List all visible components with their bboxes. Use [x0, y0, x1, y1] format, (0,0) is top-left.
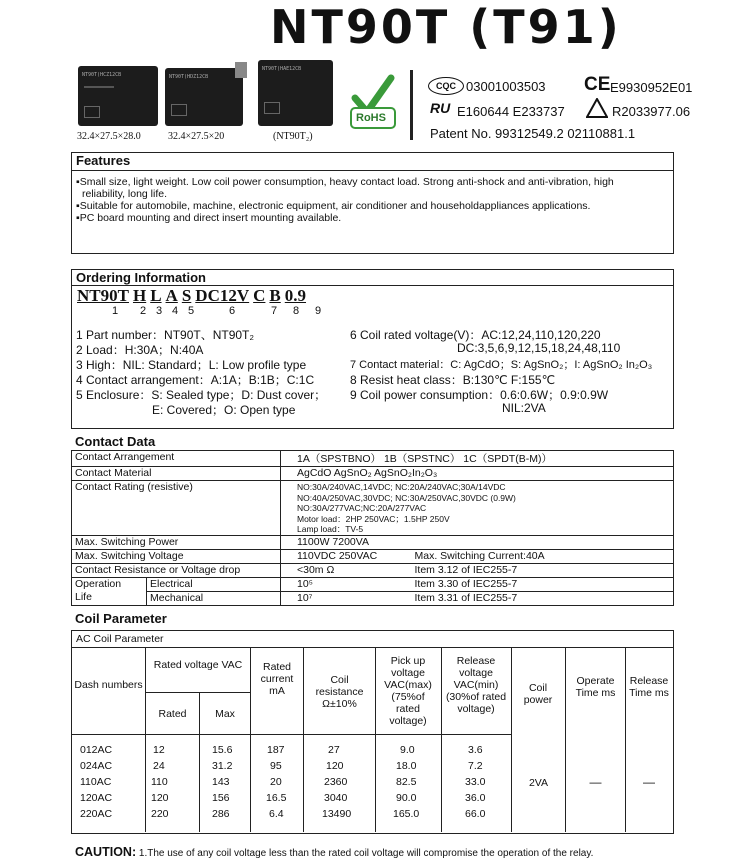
order-code: NT90T H L A S DC12V C B 0.9: [77, 286, 307, 305]
mechanical-label: Mechanical: [147, 591, 281, 605]
code-number-7: 7: [271, 305, 278, 317]
tuv-number: R2033977.06: [612, 104, 691, 119]
table-row: 120AC 120 156 16.5 3040 90.0 36.0: [80, 792, 486, 804]
cqc-icon: CQC: [428, 77, 464, 95]
table-row: [72, 481, 674, 536]
header-pickup: Pick up voltage VAC(max) (75%of rated voltage): [384, 655, 432, 727]
photo-caption-1: 32.4×27.5×28.0: [77, 131, 141, 142]
order-left-1: 1 Part number：NT90T、NT90T₂: [76, 328, 255, 342]
release-time-value: —: [643, 775, 655, 789]
table-row: [72, 577, 674, 591]
electrical-label: Electrical: [147, 577, 281, 591]
order-left-5: 5 Enclosure：S: Sealed type；D: Dust cover；: [76, 388, 327, 402]
header-current: Rated current mA: [260, 661, 294, 697]
tuv-icon: [586, 98, 608, 123]
code-number-2: 2: [140, 305, 147, 317]
coil-rows: [72, 744, 511, 824]
mechanical-item: Item 3.31 of IEC255-7: [412, 591, 674, 605]
contact-resistance-value: <30m Ω: [281, 563, 412, 577]
contact-material-label: Contact Material: [72, 467, 281, 481]
page-title: NT90T (T91): [270, 0, 622, 54]
header-max: Max: [215, 708, 235, 720]
contact-title: Contact Data: [75, 434, 156, 449]
header-rated: Rated: [158, 708, 187, 720]
caution-label: CAUTION:: [75, 845, 137, 859]
electrical-item: Item 3.30 of IEC255-7: [412, 577, 674, 591]
relay-photo-2: NT90T(HDZ12CB: [165, 68, 243, 126]
table-row: [72, 563, 674, 577]
ul-icon: RU: [430, 100, 451, 116]
header-release-time: Release Time ms: [629, 675, 669, 699]
relay-photo-1: NT90T(HCZ12CB: [78, 66, 158, 126]
operate-time-value: —: [589, 775, 602, 789]
order-right-6: NIL:2VA: [502, 401, 546, 415]
table-row: 024AC 24 31.2 95 120 18.0 7.2: [80, 760, 483, 772]
contact-resistance-label: Contact Resistance or Voltage drop: [72, 563, 281, 577]
relay-photo-3: NT90T(HAE12CB: [258, 60, 333, 126]
order-left-4: 4 Contact arrangement：A:1A；B:1B；C:1C: [76, 373, 315, 387]
contact-arrangement-label: Contact Arrangement: [72, 451, 281, 467]
order-right-5: 9 Coil power consumption：0.6:0.6W；0.9:0.9W: [350, 388, 609, 402]
electrical-value: 10⁵: [281, 577, 412, 591]
feature-line: reliability, long life.: [82, 188, 168, 200]
order-right-3: 7 Contact material：C: AgCdO；S: AgSnO₂；I: AgSnO₂ In₂O₃: [350, 359, 653, 371]
table-row: [72, 535, 674, 549]
code-number-6: 6: [229, 305, 236, 317]
ce-icon: CE: [584, 74, 611, 95]
table-row: 220AC 220 286 6.4 13490 165.0 66.0: [80, 808, 486, 820]
contact-rating-label: Contact Rating (resistive): [72, 481, 281, 536]
contact-data-table: [71, 450, 674, 606]
code-number-1: 1: [112, 305, 119, 317]
contact-rating-value: NO:30A/240VAC,14VDC; NC:20A/240VAC;30A/14VDC NO:40A/250VAC,30VDC; NC:30A/250VAC,30VDC (0.9W) NO:30A/277VAC;NC:20A/277VAC Motor load：2HP 250VAC；1.5HP 250V Lamp load：TV-5: [281, 481, 674, 536]
photo-caption-2: 32.4×27.5×20: [168, 131, 225, 142]
header-divider: [410, 70, 413, 140]
header-resistance: Coil resistance Ω±10%: [315, 674, 364, 710]
mechanical-value: 10⁷: [281, 591, 412, 605]
code-number-9: 9: [315, 305, 322, 317]
switching-voltage-label: Max. Switching Voltage: [72, 549, 281, 563]
switching-power-value: 1100W 7200VA: [281, 535, 674, 549]
feature-line: ▪Suitable for automobile, machine, electronic equipment, air conditioner and householdappliances applications.: [76, 200, 591, 212]
code-number-3: 3: [156, 305, 163, 317]
switching-voltage-value: 110VDC 250VAC: [281, 549, 412, 563]
order-right-4: 8 Resist heat class：B:130℃ F:155℃: [350, 373, 556, 387]
coil-title: Coil Parameter: [75, 611, 167, 626]
cqc-number: 03001003503: [466, 79, 546, 94]
table-row: 110AC 110 143 20 2360 82.5 33.0: [80, 776, 486, 788]
order-left-3: 3 High：NIL: Standard；L: Low profile type: [76, 358, 307, 372]
code-number-4: 4: [172, 305, 179, 317]
order-left-2: 2 Load：H:30A；N:40A: [76, 343, 204, 357]
contact-material-value: AgCdO AgSnO₂ AgSnO₂In₂O₃: [281, 467, 674, 481]
code-number-8: 8: [293, 305, 300, 317]
features-section: [71, 152, 674, 254]
coil-subtitle: AC Coil Parameter: [72, 631, 673, 648]
table-row: [72, 451, 674, 467]
table-row: [72, 549, 674, 563]
ul-number: E160644 E233737: [457, 104, 565, 119]
header-dash: Dash numbers: [74, 679, 143, 691]
caution-note: [75, 845, 593, 859]
coil-power-value: 2VA: [528, 777, 549, 789]
switching-power-label: Max. Switching Power: [72, 535, 281, 549]
header-release-voltage: Release voltage VAC(min) (30%of rated voltage): [445, 655, 507, 715]
order-right-1: 6 Coil rated voltage(V)：AC:12,24,110,120,220: [350, 328, 601, 342]
order-right-2: DC:3,5,6,9,12,15,18,24,48,110: [457, 341, 621, 355]
contact-arrangement-value: 1A（SPSTBNO） 1B（SPSTNC） 1C（SPDT(B-M)）: [281, 451, 674, 467]
code-number-5: 5: [188, 305, 195, 317]
table-row: 012AC 12 15.6 187 27 9.0 3.6: [80, 744, 483, 756]
header-operate-time: Operate Time ms: [575, 675, 616, 699]
header-rated-voltage: Rated voltage VAC: [153, 659, 243, 671]
rohs-logo: RoHS: [347, 72, 399, 130]
caution-text: 1.The use of any coil voltage less than the rated coil voltage will compromise the operation of the relay.: [138, 848, 594, 859]
table-row: [72, 591, 674, 605]
patent-number: Patent No. 99312549.2 02110881.1: [430, 126, 636, 141]
order-left-6: E: Covered；O: Open type: [152, 403, 296, 417]
feature-line: ▪PC board mounting and direct insert mounting available.: [76, 212, 342, 224]
switching-current: Max. Switching Current:40A: [412, 549, 674, 563]
ordering-title: Ordering Information: [72, 270, 673, 286]
ce-number: E9930952E01: [610, 80, 693, 95]
table-row: [72, 467, 674, 481]
features-title: Features: [72, 153, 673, 171]
photo-caption-3: (NT90T₂): [273, 131, 313, 142]
operation-life-label: Operation Life: [72, 577, 147, 605]
feature-line: ▪Small size, light weight. Low coil power consumption, heavy contact load. Strong anti-shock and anti-vibration, high: [76, 176, 614, 188]
header-coil-power: Coil power: [523, 682, 553, 706]
contact-resistance-item: Item 3.12 of IEC255-7: [412, 563, 674, 577]
